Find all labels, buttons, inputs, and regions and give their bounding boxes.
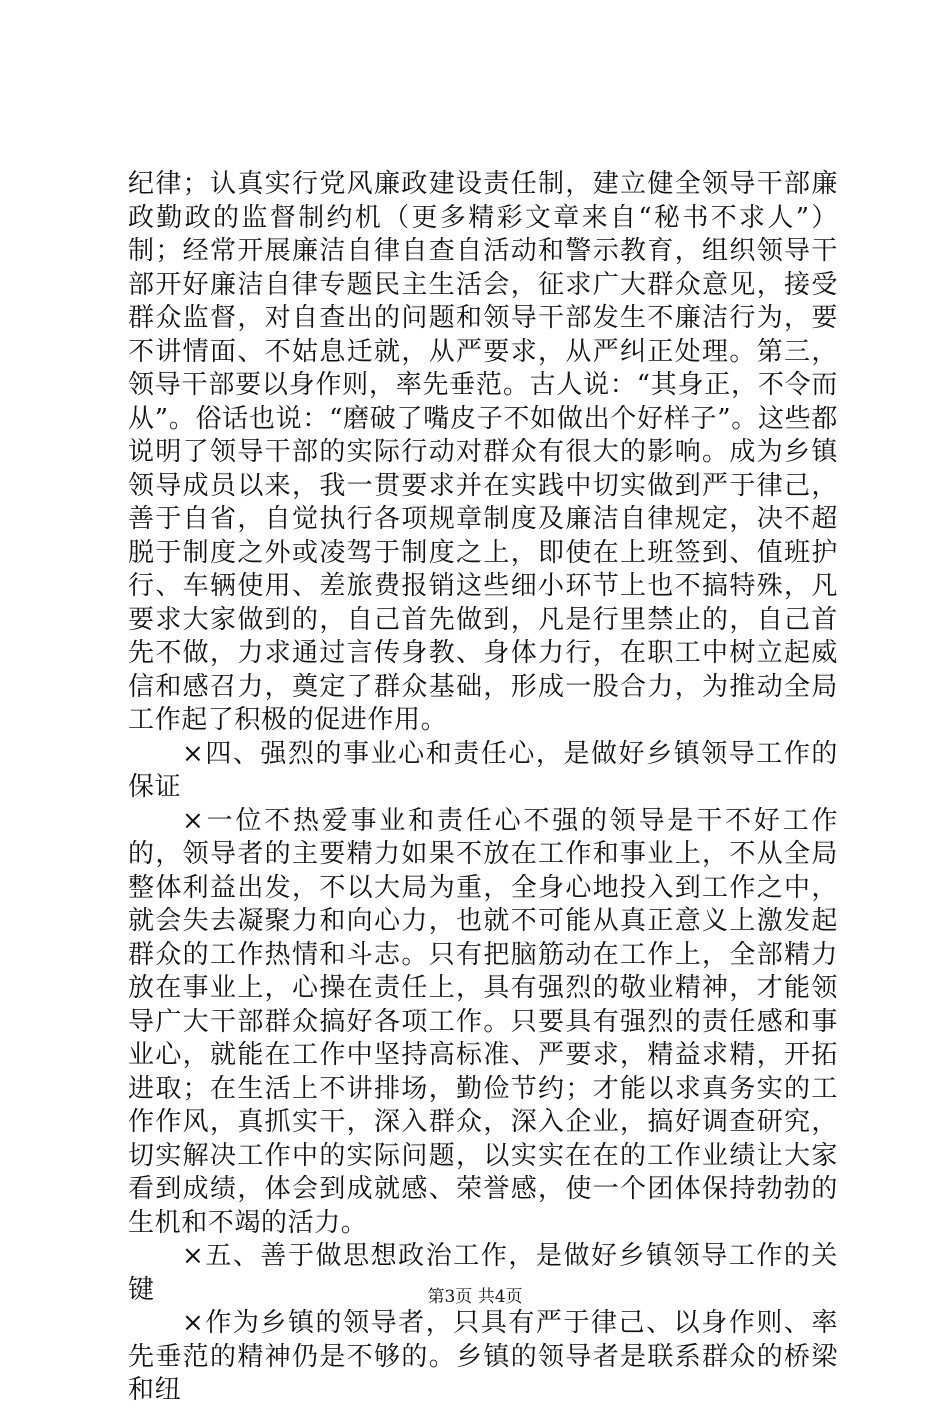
paragraph-section-five: ×作为乡镇的领导者，只具有严于律己、以身作则、率先垂范的精神仍是不够的。乡镇的领导者是联系群众的桥梁和纽 — [128, 1308, 838, 1405]
paragraph-section-four: ×一位不热爱事业和责任心不强的领导是干不好工作的，领导者的主要精力如果不放在工作和事业上，不从全局整体利益出发，不以大局为重，全身心地投入到工作之中，就会失去凝聚力和向心力，也就不可能从真正意义上激发起群众的工作热情和斗志。只有把脑筋动在工作上，全部精力放在事业上，心操在责任上，具有强烈的敬业精神，才能领导广大干部群众搞好各项工作。只要具有强烈的责任感和事业心，就能在工作中坚持高标准、严要求，精益求精，开拓进取；在生活上不讲排场，勤俭节约；才能以求真务实的工作作风，真抓实干，深入群众，深入企业，搞好调查研究，切实解决工作中的实际问题，以实实在在的工作业绩让大家看到成绩，体会到成就感、荣誉感，使一个团体保持勃勃的生机和不竭的活力。 — [128, 805, 838, 1238]
paragraph-continuation: 纪律；认真实行党风廉政建设责任制，建立健全领导干部廉政勤政的监督制约机（更多精彩文章来自“秘书不求人”）制；经常开展廉洁自律自查自活动和警示教育，组织领导干部开好廉洁自律专题民主生活会，征求广大群众意见，接受群众监督，对自查出的问题和领导干部发生不廉洁行为，要不讲情面、不姑息迁就，从严要求，从严纠正处理。第三，领导干部要以身作则，率先垂范。古人说：“其身正，不令而从”。俗话也说：“磨破了嘴皮子不如做出个好样子”。这些都说明了领导干部的实际行动对群众有很大的影响。成为乡镇领导成员以来，我一贯要求并在实践中切实做到严于律己，善于自省，自觉执行各项规章制度及廉洁自律规定，决不超脱于制度之外或凌驾于制度之上，即使在上班签到、值班护行、车辆使用、差旅费报销这些细小环节上也不搞特殊，凡要求大家做到的，自己首先做到，凡是行里禁止的，自己首先不做，力求通过言传身教、身体力行，在职工中树立起威信和感召力，奠定了群众基础，形成一股合力，为推动全局工作起了积极的促进作用。 — [128, 169, 838, 735]
section-heading-four: ×四、强烈的事业心和责任心，是做好乡镇领导工作的保证 — [128, 738, 838, 802]
body-text — [128, 168, 838, 1408]
page-footer: 第3页 共4页 — [427, 1287, 523, 1307]
section-heading-five: ×五、善于做思想政治工作，是做好乡镇领导工作的关键 — [128, 1241, 838, 1305]
